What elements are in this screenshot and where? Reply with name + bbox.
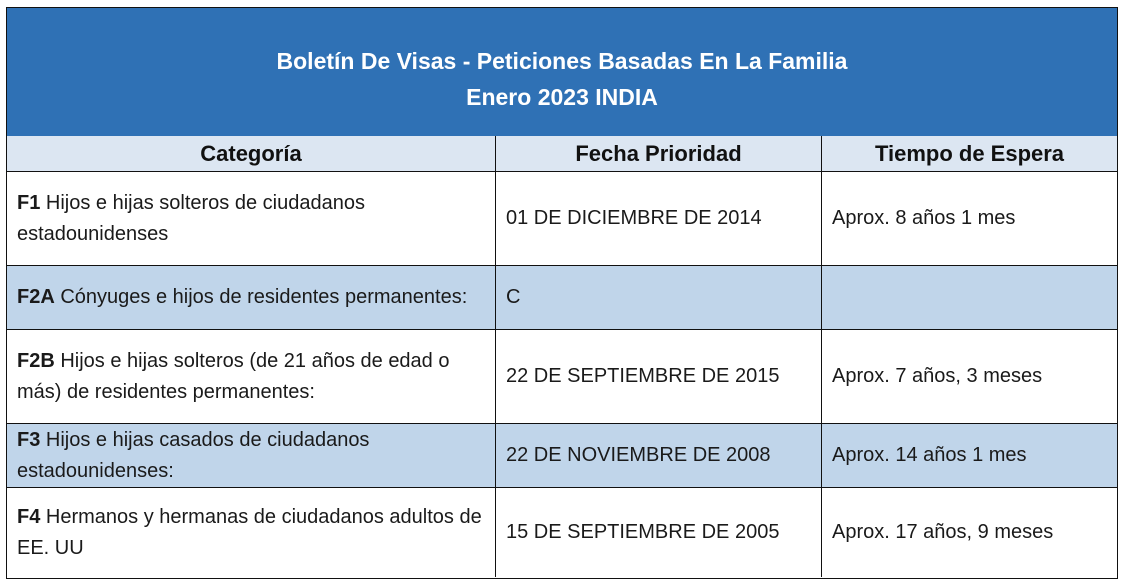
wait-time-cell: Aprox. 8 años 1 mes [832, 207, 1016, 229]
column-header-priority-date: Fecha Prioridad [496, 136, 822, 171]
category-code: F2B [17, 349, 55, 372]
table-subtitle: Enero 2023 INDIA [466, 84, 658, 110]
wait-time-cell: Aprox. 14 años 1 mes [832, 444, 1027, 466]
priority-date-cell: C [496, 266, 822, 329]
wait-time-cell: Aprox. 17 años, 9 meses [832, 521, 1054, 543]
category-description: Hermanos y hermanas de ciudadanos adultos de EE. UU [17, 505, 482, 559]
table-row [7, 488, 1117, 577]
wait-time-cell: Aprox. 7 años, 3 meses [832, 365, 1043, 387]
table-title-banner [7, 8, 1117, 137]
category-cell [7, 330, 496, 423]
priority-date-cell: 15 DE SEPTIEMBRE DE 2005 [496, 488, 822, 577]
column-header-wait-time: Tiempo de Espera [874, 141, 1065, 166]
category-code: F3 [17, 428, 41, 451]
category-description: Hijos e hijas solteros de ciudadanos estadounidenses [17, 191, 365, 245]
table-row [7, 424, 1117, 488]
wait-time-cell [822, 266, 1117, 329]
category-code: F1 [17, 191, 41, 214]
priority-date-cell: 22 DE NOVIEMBRE DE 2008 [496, 424, 822, 487]
category-description: Hijos e hijas casados de ciudadanos estadounidenses: [17, 428, 370, 482]
table-row [7, 172, 1117, 266]
table-title: Boletín De Visas - Peticiones Basadas En La Familia [276, 48, 848, 74]
category-description: Hijos e hijas solteros (de 21 años de edad o más) de residentes permanentes: [17, 349, 450, 403]
table-row [7, 266, 1117, 330]
category-description: Cónyuges e hijos de residentes permanentes: [54, 286, 468, 308]
visa-bulletin-table [6, 7, 1118, 579]
category-cell [7, 266, 496, 329]
category-code: F4 [17, 505, 41, 528]
category-code: F2A [17, 286, 55, 308]
category-cell [7, 172, 496, 265]
column-header-row [7, 136, 1117, 172]
category-cell [7, 424, 496, 487]
table-row [7, 330, 1117, 424]
priority-date-cell: 01 DE DICIEMBRE DE 2014 [496, 172, 822, 265]
priority-date-cell: 22 DE SEPTIEMBRE DE 2015 [496, 330, 822, 423]
category-cell [7, 488, 496, 577]
column-header-category: Categoría [7, 136, 496, 171]
